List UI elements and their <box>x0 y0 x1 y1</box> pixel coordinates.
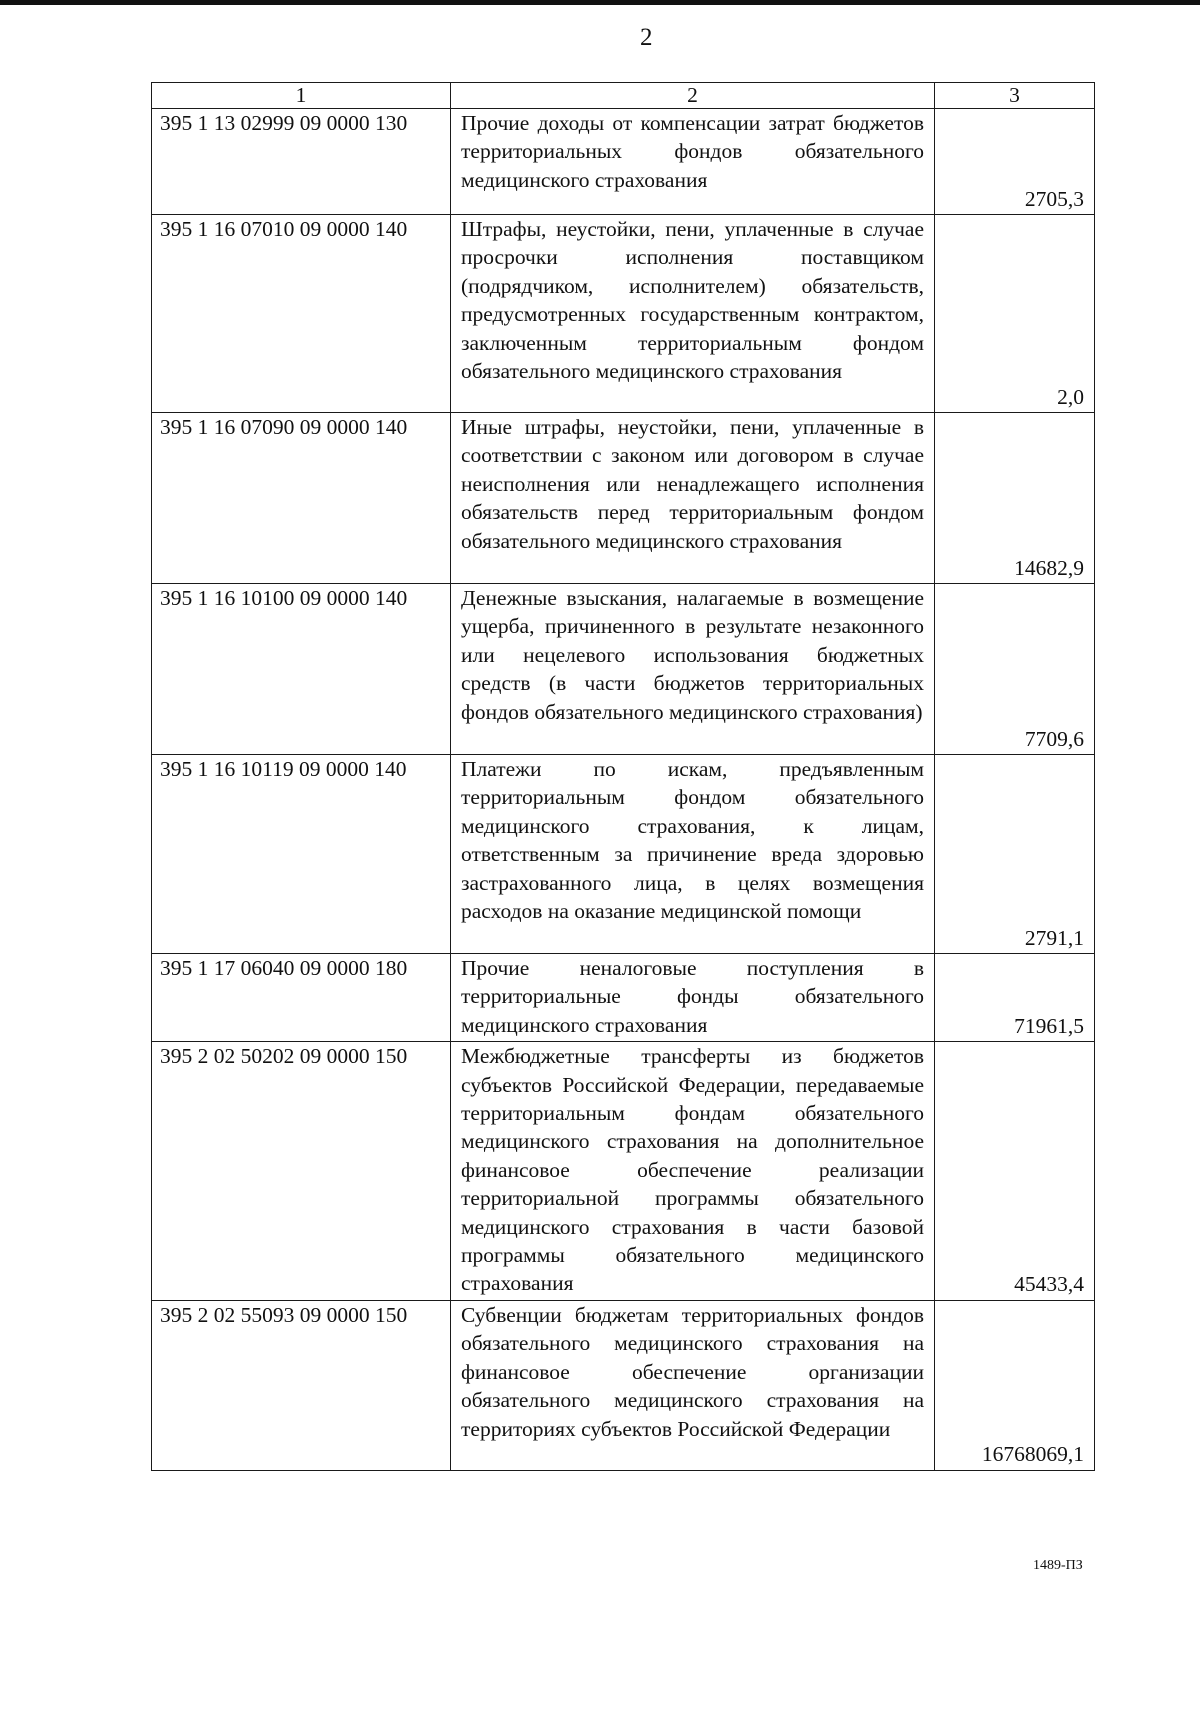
description-cell: Субвенции бюджетам территориальных фондов обязательного медицинского страхования на финансовое обеспечение организации обязательного медицинского страхования на территориях субъектов Российской Федерации <box>451 1300 935 1470</box>
budget-code-cell: 395 2 02 55093 09 0000 150 <box>152 1300 451 1470</box>
description-cell: Платежи по искам, предъявленным территориальным фондом обязательного медицинского страхования, к лицам, ответственным за причинение вреда здоровью застрахованного лица, в целях возмещения расходов на оказание медицинской помощи <box>451 755 935 954</box>
table-row <box>152 584 1095 755</box>
amount-cell: 2705,3 <box>935 109 1095 215</box>
document-footer-code: 1489-ПЗ <box>1033 1558 1083 1573</box>
amount-cell: 2791,1 <box>935 755 1095 954</box>
amount-cell: 16768069,1 <box>935 1300 1095 1470</box>
description-cell: Штрафы, неустойки, пени, уплаченные в случае просрочки исполнения поставщиком (подрядчиком, исполнителем) обязательств, предусмотренных государственным контрактом, заключенным территориальным фондом обязательного медицинского страхования <box>451 215 935 413</box>
budget-code-cell: 395 1 16 07010 09 0000 140 <box>152 215 451 413</box>
description-cell: Межбюджетные трансферты из бюджетов субъектов Российской Федерации, передаваемые территориальным фондам обязательного медицинского страхования на дополнительное финансовое обеспечение реализации территориальной программы обязательного медицинского страхования в части базовой программы обязательного медицинского страхования <box>451 1042 935 1301</box>
description-cell: Прочие неналоговые поступления в территориальные фонды обязательного медицинского страхования <box>451 954 935 1042</box>
amount-cell: 7709,6 <box>935 584 1095 755</box>
description-cell: Прочие доходы от компенсации затрат бюджетов территориальных фондов обязательного медицинского страхования <box>451 109 935 215</box>
column-header-1: 1 <box>152 83 451 109</box>
table-row <box>152 109 1095 215</box>
amount-cell: 71961,5 <box>935 954 1095 1042</box>
table-header-row <box>152 83 1095 109</box>
revenue-codes-table <box>151 82 1095 1471</box>
amount-cell: 2,0 <box>935 215 1095 413</box>
column-header-2: 2 <box>451 83 935 109</box>
budget-code-cell: 395 1 16 07090 09 0000 140 <box>152 413 451 584</box>
amount-cell: 14682,9 <box>935 413 1095 584</box>
table-row <box>152 215 1095 413</box>
table-row <box>152 954 1095 1042</box>
amount-cell: 45433,4 <box>935 1042 1095 1301</box>
table-row <box>152 413 1095 584</box>
budget-code-cell: 395 1 13 02999 09 0000 130 <box>152 109 451 215</box>
budget-code-cell: 395 2 02 50202 09 0000 150 <box>152 1042 451 1301</box>
description-cell: Денежные взыскания, налагаемые в возмещение ущерба, причиненного в результате незаконного или нецелевого использования бюджетных средств (в части бюджетов территориальных фондов обязательного медицинского страхования) <box>451 584 935 755</box>
budget-code-cell: 395 1 17 06040 09 0000 180 <box>152 954 451 1042</box>
table-row <box>152 1042 1095 1301</box>
table-row <box>152 1300 1095 1470</box>
description-cell: Иные штрафы, неустойки, пени, уплаченные в соответствии с законом или договором в случае неисполнения или ненадлежащего исполнения обязательств перед территориальным фондом обязательного медицинского страхования <box>451 413 935 584</box>
budget-code-cell: 395 1 16 10119 09 0000 140 <box>152 755 451 954</box>
top-border-line <box>0 0 1200 5</box>
table-row <box>152 755 1095 954</box>
page-number: 2 <box>640 24 653 51</box>
column-header-3: 3 <box>935 83 1095 109</box>
budget-code-cell: 395 1 16 10100 09 0000 140 <box>152 584 451 755</box>
